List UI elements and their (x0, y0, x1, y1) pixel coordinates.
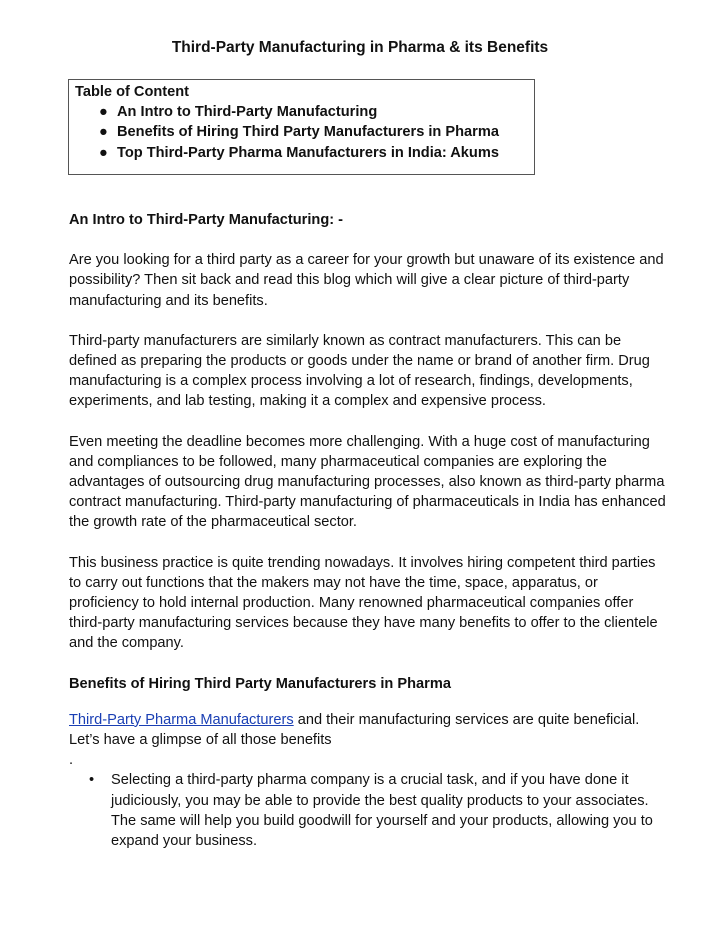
paragraph: Even meeting the deadline becomes more challenging. With a huge cost of manufacturing and compliances to be followed, many pharmaceutical companies are exploring the advantages of outsourcing drug manufacturing processes, also known as third-party pharma contract manufacturing. Third-party manufacturing of pharmaceuticals in India has enhanced the growth rate of the pharmaceutical sector. (69, 433, 666, 531)
bullet-icon: ● (99, 144, 108, 161)
document-body (69, 210, 669, 851)
benefits-intro: Third-Party Pharma Manufacturers and their manufacturing services are quite beneficial. Let’s have a glimpse of all those benefits (69, 711, 640, 749)
paragraph: This business practice is quite trending nowadays. It involves hiring competent third parties to carry out functions that the makers may not have the time, space, apparatus, or proficiency to hold internal production. Many renowned pharmaceutical companies offer third-party manufacturing services because they have many benefits to offer to the clientele and the company. (69, 554, 658, 652)
benefits-list (69, 770, 669, 851)
toc-item: ● Top Third-Party Pharma Manufacturers in India: Akums (75, 143, 528, 163)
toc-heading: Table of Content (75, 84, 190, 100)
paragraph: Are you looking for a third party as a career for your growth but unaware of its existence and possibility? Then sit back and read this blog which will give a clear picture of third-party manufacturing and its benefits. (69, 252, 664, 309)
bullet-icon: ● (99, 124, 108, 141)
stray-dot: . (69, 752, 74, 769)
section-heading-intro: An Intro to Third-Party Manufacturing: - (69, 212, 344, 228)
section-heading-benefits: Benefits of Hiring Third Party Manufacturers in Pharma (69, 675, 451, 692)
document-title: Third-Party Manufacturing in Pharma & its Benefits (171, 39, 549, 56)
paragraph: Third-party manufacturers are similarly known as contract manufacturers. This can be defined as preparing the products or goods under the name or brand of another firm. Drug manufacturing is a complex process involving a lot of research, findings, developments, experiments, and lab testing, making it a complex and expensive process. (69, 332, 650, 410)
bullet-icon: • (89, 772, 95, 789)
table-of-contents (68, 79, 535, 175)
toc-list (75, 102, 528, 163)
toc-item: ● Benefits of Hiring Third Party Manufacturers in Pharma (75, 122, 528, 142)
list-item: • Selecting a third-party pharma company is a crucial task, and if you have done it judiciously, you may be able to provide the best quality products to your associates. The same will help you build goodwill for yourself and your products, allowing you to expand your business. (89, 772, 653, 850)
manufacturers-link[interactable]: Third-Party Pharma Manufacturers (69, 711, 294, 728)
toc-item: ● An Intro to Third-Party Manufacturing (75, 102, 528, 122)
bullet-icon: ● (99, 104, 108, 121)
